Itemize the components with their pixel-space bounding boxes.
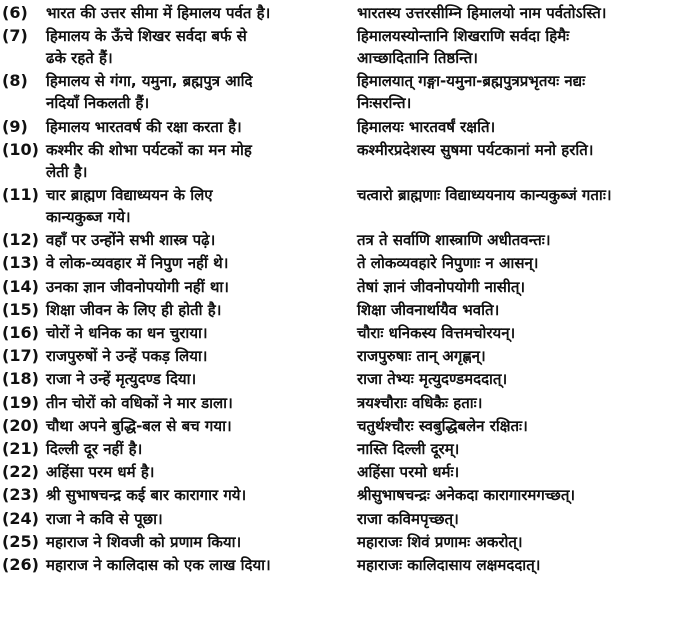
sentence-number: (11) [2,185,39,204]
sanskrit-translation [357,508,691,530]
hindi-line: तीन चोरों को वधिकों ने मार डाला। [46,393,233,412]
sentence-row [0,299,693,321]
sentence-number: (17) [2,346,39,366]
hindi-line: चोरों ने धनिक का धन चुराया। [46,324,208,342]
sanskrit-line: चतुर्थश्चौरः स्वबुद्धिबलेन रक्षितः। [357,416,528,435]
sentence-number: (19) [2,392,39,412]
hindi-sentence [46,2,346,24]
sanskrit-line: महाराजः शिवं प्रणामः अकरोत्। [357,532,523,551]
sanskrit-translation [357,554,691,576]
hindi-sentence [46,554,346,576]
sanskrit-translation [357,139,691,161]
sentence-number: (25) [2,531,39,551]
hindi-sentence [46,438,346,460]
sanskrit-translation [357,438,691,460]
hindi-line: अहिंसा परम धर्म है। [46,463,155,482]
sentence-row [0,252,693,274]
hindi-sentence [46,368,346,390]
sanskrit-line: तेषां ज्ञानं जीवनोपयोगी नासीत्। [357,277,526,296]
sentence-row [0,415,693,437]
sanskrit-translation [357,484,691,506]
sanskrit-line: हिमालयात् गङ्गा-यमुना-ब्रह्मपुत्रप्रभृतयः नद्यः [357,72,586,91]
sanskrit-translation [357,368,691,390]
hindi-sentence [46,484,346,506]
sanskrit-translation [357,299,691,321]
hindi-sentence [46,299,346,321]
hindi-sentence [46,415,346,437]
sanskrit-line: शिक्षा जीवनार्थायैव भवति। [357,300,500,319]
hindi-line: ढके रहते हैं। [46,49,113,68]
sentence-number: (14) [2,276,39,296]
sanskrit-line: महाराजः कालिदासाय लक्षमददात्। [357,556,541,574]
hindi-sentence [46,276,346,298]
sanskrit-line: राजपुरुषाः तान् अगृह्णन्। [357,347,486,366]
sentence-number: (7) [2,26,28,46]
sentence-number: (9) [2,116,28,136]
hindi-line: भारत की उत्तर सीमा में हिमालय पर्वत है। [46,4,271,22]
sentence-row [0,392,693,414]
sanskrit-line: श्रीसुभाषचन्द्रः अनेकदा कारागारमगच्छत्। [357,486,576,505]
hindi-sentence [46,345,346,367]
hindi-line: दिल्ली दूर नहीं है। [46,440,143,458]
hindi-sentence [46,392,346,414]
sanskrit-line: नास्ति दिल्ली दूरम्। [357,440,460,458]
sanskrit-line: चत्वारो ब्राह्मणाः विद्याध्ययनाय कान्यकुब्जं गताः। [357,186,612,204]
sentence-row [0,116,693,138]
sanskrit-translation [357,229,691,251]
sanskrit-line: हिमालयः भारतवर्षं रक्षति। [357,117,496,136]
hindi-sentence [46,322,346,344]
sanskrit-translation [357,345,691,367]
hindi-sentence [46,229,346,251]
sanskrit-line: ते लोकव्यवहारे निपुणाः न आसन्। [357,254,539,273]
sentence-number: (15) [2,299,39,319]
sentence-number: (23) [2,485,39,505]
sanskrit-translation [357,461,691,483]
sanskrit-translation [357,276,691,298]
sanskrit-line: आच्छादितानि तिष्ठन्ति। [357,49,478,68]
sanskrit-line: अहिंसा परमो धर्मः। [357,463,460,482]
hindi-line: राजपुरुषों ने उन्हें पकड़ लिया। [46,347,208,366]
sanskrit-translation [357,25,691,69]
sentence-row [0,531,693,553]
sanskrit-line: भारतस्य उत्तरसीम्नि हिमालयो नाम पर्वतोऽस्ति। [357,4,607,22]
sanskrit-line: तत्र ते सर्वाणि शास्त्राणि अधीतवन्तः। [357,231,551,250]
sanskrit-line: राजा कविमपृच्छत्। [357,509,459,528]
sentence-row [0,438,693,460]
sanskrit-line: त्रयश्चौराः वधिकैः हताः। [357,393,483,412]
sentence-row [0,229,693,251]
sentence-row [0,461,693,483]
sentence-row [0,554,693,576]
sentence-row [0,276,693,298]
hindi-line: श्री सुभाषचन्द्र कई बार कारागार गये। [46,486,247,505]
hindi-line: शिक्षा जीवन के लिए ही होती है। [46,300,222,319]
hindi-line: नदियाँ निकलती हैं। [46,94,150,113]
hindi-sentence [46,252,346,274]
hindi-line: राजा ने कवि से पूछा। [46,509,163,528]
hindi-line: लेती है। [46,162,88,181]
sentence-number: (13) [2,253,39,273]
sanskrit-translation [357,70,691,114]
hindi-sentence [46,116,346,138]
hindi-line: हिमालय से गंगा, यमुना, ब्रह्मपुत्र आदि [46,72,253,91]
hindi-line: कश्मीर की शोभा पर्यटकों का मन मोह [46,140,252,159]
sentence-row [0,322,693,344]
hindi-sentence [46,531,346,553]
hindi-line: वे लोक-व्यवहार में निपुण नहीं थे। [46,254,229,273]
sentence-number: (26) [2,555,39,574]
sentence-number: (12) [2,230,39,250]
sentence-number: (22) [2,462,39,482]
sanskrit-line: हिमालयस्योन्‍तानि शिखराणि सर्वदा हिमैः [357,27,570,46]
sanskrit-line: चौराः धनिकस्य वित्तमचोरयन्। [357,324,516,342]
hindi-line: वहाँ पर उन्होंने सभी शास्त्र पढ़े। [46,231,216,250]
hindi-line: हिमालय भारतवर्ष की रक्षा करता है। [46,117,242,136]
sentence-row [0,25,693,69]
sanskrit-translation [357,322,691,344]
hindi-line: हिमालय के ऊँचे शिखर सर्वदा बर्फ से [46,27,247,46]
sentence-row [0,368,693,390]
sentence-row [0,184,693,228]
hindi-sentence [46,70,346,114]
hindi-line: उनका ज्ञान जीवनोपयोगी नहीं था। [46,277,229,296]
hindi-line: कान्यकुब्ज गये। [46,208,131,226]
sentence-number: (10) [2,139,39,159]
sanskrit-line: कश्मीरप्रदेशस्य सुषमा पर्यटकानां मनो हरति। [357,140,594,159]
sentence-number: (24) [2,508,39,528]
sentence-number: (16) [2,323,39,342]
sentence-row [0,70,693,114]
sanskrit-translation [357,2,691,24]
hindi-sentence [46,184,346,228]
hindi-sentence [46,139,346,183]
hindi-sentence [46,508,346,530]
hindi-sentence [46,461,346,483]
hindi-line: चौथा अपने बुद्धि-बल से बच गया। [46,416,232,435]
sanskrit-translation [357,531,691,553]
sentence-row [0,345,693,367]
hindi-sentence [46,25,346,69]
sanskrit-line: निःसरन्ति। [357,94,412,113]
hindi-line: राजा ने उन्हें मृत्युदण्ड दिया। [46,370,197,389]
sanskrit-translation [357,184,691,206]
sentence-number: (21) [2,439,39,458]
hindi-line: महाराज ने कालिदास को एक लाख दिया। [46,556,271,574]
sentence-number: (18) [2,369,39,389]
sentence-row [0,508,693,530]
hindi-line: चार ब्राह्मण विद्याध्ययन के लिए [46,186,213,204]
sanskrit-translation [357,415,691,437]
sentence-number: (6) [2,3,28,22]
sentence-row [0,139,693,183]
hindi-line: महाराज ने शिवजी को प्रणाम किया। [46,532,242,551]
sentence-row [0,2,693,24]
sentence-number: (20) [2,415,39,435]
sanskrit-line: राजा तेभ्यः मृत्युदण्डमददात्। [357,370,508,389]
sanskrit-translation [357,392,691,414]
sanskrit-translation [357,116,691,138]
sentence-number: (8) [2,71,28,91]
sanskrit-translation [357,252,691,274]
sentence-row [0,484,693,506]
